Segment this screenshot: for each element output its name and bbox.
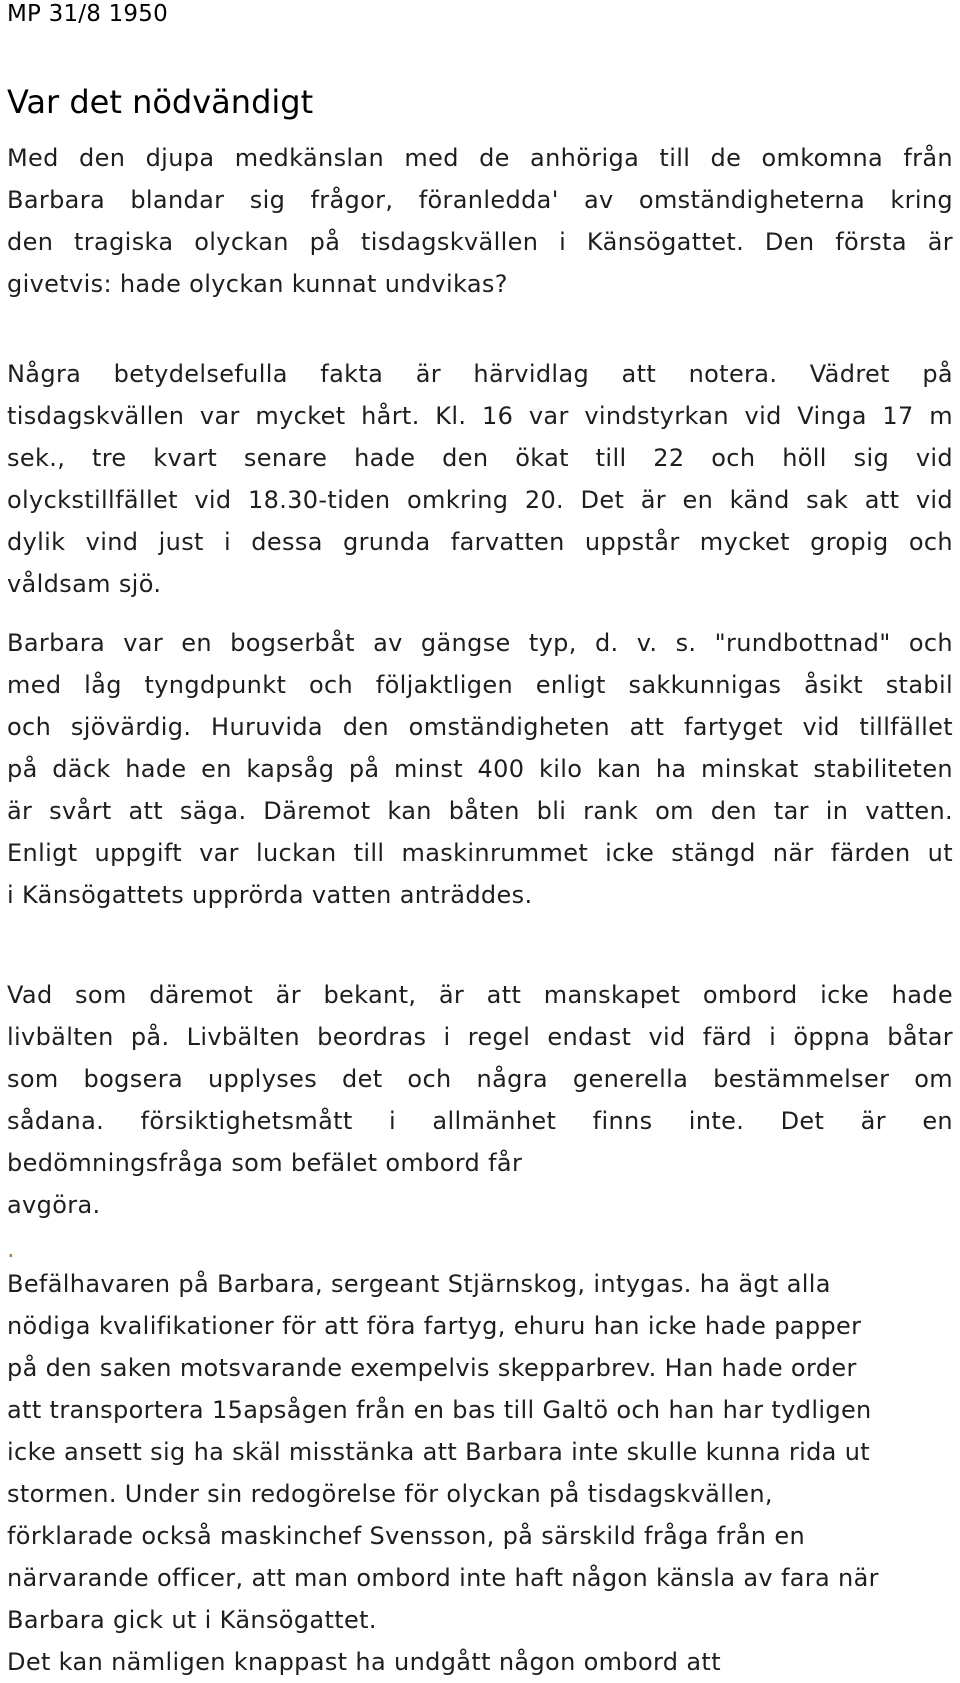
article-title: Var det nödvändigt — [7, 83, 314, 121]
text-line: på den saken motsvarande exempelvis skepparbrev. Han hade order — [7, 1354, 857, 1382]
text-line: icke ansett sig ha skäl misstänka att Barbara inte skulle kunna rida ut — [7, 1438, 871, 1466]
paragraph-6 — [7, 1641, 953, 1683]
text-line: dylik vind just i dessa grunda farvatten uppstår mycket gropig och — [7, 528, 953, 556]
text-line: sek., tre kvart senare hade den ökat till 22 och höll sig vid — [7, 444, 953, 472]
text-line: givetvis: hade olyckan kunnat undvikas? — [7, 270, 508, 298]
text-line: Med den djupa medkänslan med de anhöriga till de omkomna från — [7, 144, 953, 172]
text-line: våldsam sjö. — [7, 570, 162, 598]
text-line: på däck hade en kapsåg på minst 400 kilo kan ha minskat stabiliteten — [7, 755, 953, 783]
text-line: och sjövärdig. Huruvida den omständigheten att fartyget vid tillfället — [7, 713, 953, 741]
text-line: Enligt uppgift var luckan till maskinrummet icke stängd när färden ut — [7, 839, 953, 867]
text-line: bedömningsfråga som befälet ombord får — [7, 1149, 523, 1177]
paragraph-1 — [7, 137, 953, 305]
text-line: Barbara gick ut i Känsögattet. — [7, 1606, 377, 1634]
paragraph-3 — [7, 622, 953, 916]
text-line: Några betydelsefulla fakta är härvidlag att notera. Vädret på — [7, 360, 953, 388]
paragraph-2 — [7, 353, 953, 605]
text-line: Befälhavaren på Barbara, sergeant Stjärnskog, intygas. ha ägt alla — [7, 1270, 831, 1298]
text-line: att transportera 15apsågen från en bas till Galtö och han har tydligen — [7, 1396, 872, 1424]
dateline: MP 31/8 1950 — [7, 1, 168, 27]
paragraph-5 — [7, 1263, 953, 1641]
text-line: stormen. Under sin redogörelse för olyckan på tisdagskvällen, — [7, 1480, 773, 1508]
text-line: avgöra. — [7, 1191, 101, 1219]
text-line: Vad som däremot är bekant, är att manskapet ombord icke hade — [7, 981, 953, 1009]
text-line: närvarande officer, att man ombord inte haft någon känsla av fara när — [7, 1564, 879, 1592]
text-line: i Känsögattets upprörda vatten anträddes. — [7, 881, 533, 909]
text-line: förklarade också maskinchef Svensson, på särskild fråga från en — [7, 1522, 806, 1550]
text-line: Barbara blandar sig frågor, föranledda' av omständigheterna kring — [7, 186, 953, 214]
separator-dot: . — [7, 1235, 15, 1263]
text-line: som bogsera upplyses det och några generella bestämmelser om — [7, 1065, 953, 1093]
document-page — [7, 0, 953, 1676]
text-line: den tragiska olyckan på tisdagskvällen i Känsögattet. Den första är — [7, 228, 953, 256]
text-line: livbälten på. Livbälten beordras i regel endast vid färd i öppna båtar — [7, 1023, 953, 1051]
text-line: med låg tyngdpunkt och följaktligen enligt sakkunnigas åsikt stabil — [7, 671, 953, 699]
text-line: Barbara var en bogserbåt av gängse typ, d. v. s. "rundbottnad" och — [7, 629, 953, 657]
paragraph-4 — [7, 974, 953, 1226]
text-line: är svårt att säga. Däremot kan båten bli rank om den tar in vatten. — [7, 797, 953, 825]
text-line: nödiga kvalifikationer för att föra fartyg, ehuru han icke hade papper — [7, 1312, 862, 1340]
text-line: sådana. försiktighetsmått i allmänhet finns inte. Det är en — [7, 1107, 953, 1135]
text-line: tisdagskvällen var mycket hårt. Kl. 16 var vindstyrkan vid Vinga 17 m — [7, 402, 953, 430]
text-line: olyckstillfället vid 18.30-tiden omkring 20. Det är en känd sak att vid — [7, 486, 953, 514]
text-line: Det kan nämligen knappast ha undgått någon ombord att — [7, 1648, 721, 1676]
